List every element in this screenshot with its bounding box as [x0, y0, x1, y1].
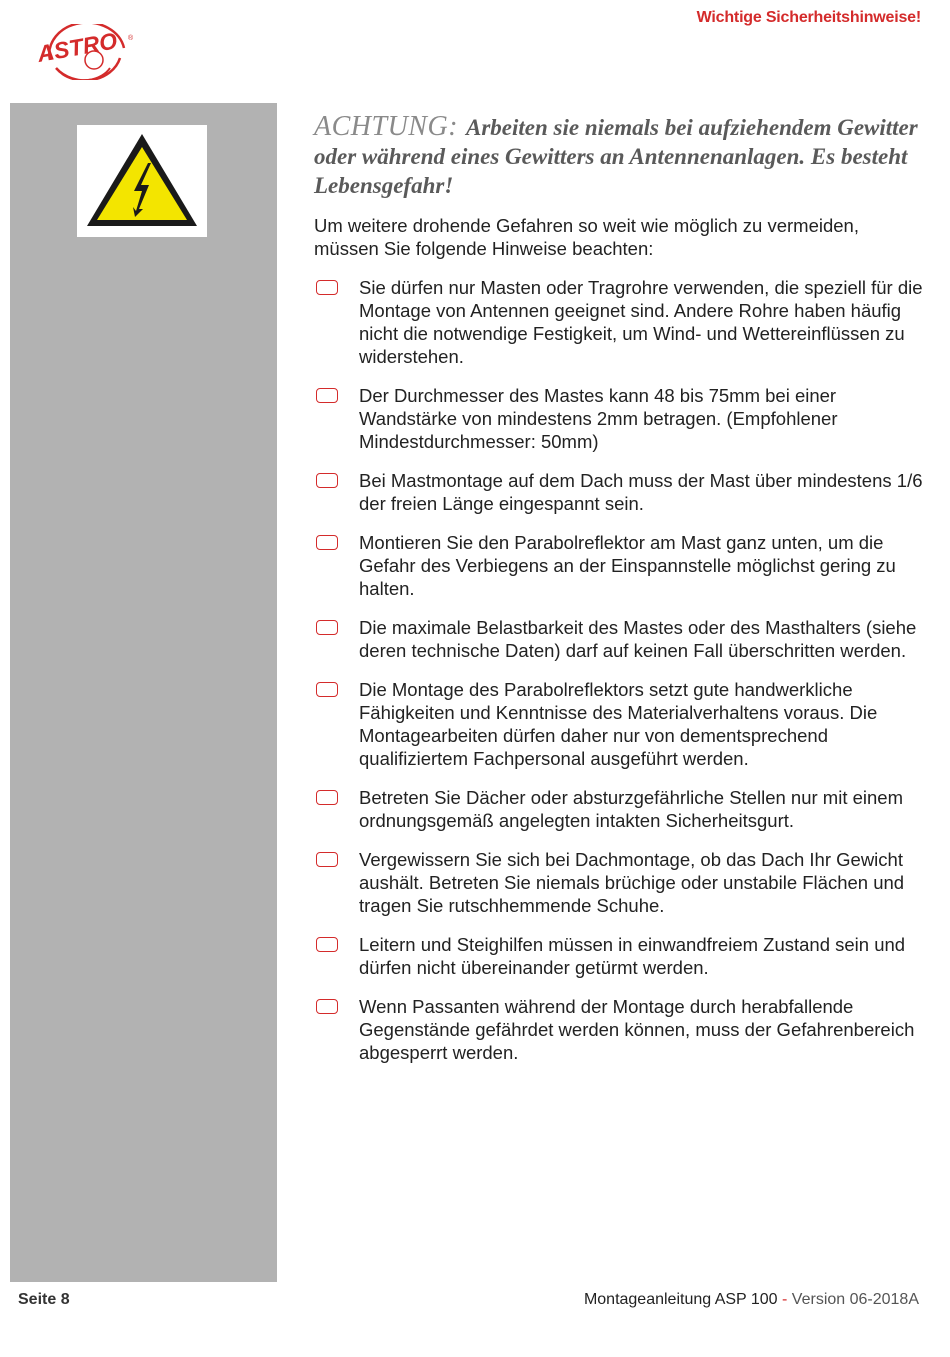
document-version: Version 06-2018A	[791, 1291, 919, 1308]
list-item-text: Montieren Sie den Parabolreflektor am Mast ganz unten, um die Gefahr des Verbiegens an der Einspannstelle möglichst gering zu halten.	[359, 532, 896, 599]
main-content	[314, 112, 924, 1064]
warning-sign	[77, 125, 207, 237]
list-item	[314, 848, 924, 917]
list-item-text: Vergewissern Sie sich bei Dachmontage, ob das Dach Ihr Gewicht aushält. Betreten Sie niemals brüchige oder unstabile Flächen und tragen Sie rutschhemmende Schuhe.	[359, 849, 905, 916]
list-item	[314, 678, 924, 770]
checkbox-icon	[316, 852, 338, 867]
list-item	[314, 933, 924, 979]
page-footer	[0, 1289, 950, 1315]
list-item	[314, 384, 924, 453]
list-item-text: Leitern und Steighilfen müssen in einwandfreiem Zustand sein und dürfen nicht übereinander getürmt werden.	[359, 934, 906, 978]
warning-heading	[314, 112, 924, 200]
list-item-text: Sie dürfen nur Masten oder Tragrohre verwenden, die speziell für die Montage von Antennen geeignet sind. Andere Rohre haben häufig nicht die notwendige Festigkeit, um Wind- und Wettereinflüssen zu widerstehen.	[359, 277, 923, 367]
list-item-text: Der Durchmesser des Mastes kann 48 bis 75mm bei einer Wandstärke von mindestens 2mm betragen. (Empfohlener Mindestdurchmesser: 50mm)	[359, 385, 838, 452]
checkbox-icon	[316, 280, 338, 295]
list-item-text: Betreten Sie Dächer oder absturzgefährliche Stellen nur mit einem ordnungsgemäß angelegten intakten Sicherheitsgurt.	[359, 787, 903, 831]
checkbox-icon	[316, 682, 338, 697]
intro-text: Um weitere drohende Gefahren so weit wie möglich zu vermeiden, müssen Sie folgende Hinweise beachten:	[314, 215, 859, 259]
page-number: Seite 8	[18, 1291, 70, 1308]
checkbox-icon	[316, 620, 338, 635]
checkbox-icon	[316, 473, 338, 488]
list-item	[314, 995, 924, 1064]
document-info	[584, 1291, 919, 1309]
checkbox-icon	[316, 535, 338, 550]
checkbox-icon	[316, 937, 338, 952]
logo-text: ASTRO	[36, 27, 120, 67]
astro-logo-icon	[36, 24, 136, 80]
sidebar-panel	[10, 103, 277, 1282]
list-item	[314, 616, 924, 662]
svg-text:®: ®	[128, 35, 134, 42]
list-item	[314, 276, 924, 368]
warning-text: Arbeiten sie niemals bei aufziehendem Gewitter oder während eines Gewitters an Antennenanlagen. Es besteht Lebensgefahr!	[314, 115, 918, 198]
list-item-text: Die maximale Belastbarkeit des Mastes oder des Masthalters (siehe deren technische Daten) darf auf keinen Fall überschritten werden.	[359, 617, 917, 661]
document-title: Montageanleitung ASP 100	[583, 1291, 778, 1308]
list-item-text: Wenn Passanten während der Montage durch herabfallende Gegenstände gefährdet werden können, muss der Gefahrenbereich abgesperrt werden.	[359, 996, 915, 1063]
list-item	[314, 531, 924, 600]
list-item-text: Die Montage des Parabolreflektors setzt gute handwerkliche Fähigkeiten und Kenntnisse des Materialverhaltens voraus. Die Montagearbeiten dürfen daher nur von dementsprechend qualifiziertem Fachpersonal ausgeführt werden.	[359, 679, 878, 769]
footer-separator: -	[777, 1291, 792, 1308]
checkbox-icon	[316, 999, 338, 1014]
high-voltage-warning-icon	[77, 125, 207, 237]
checkbox-icon	[316, 388, 338, 403]
list-item	[314, 786, 924, 832]
list-item-text: Bei Mastmontage auf dem Dach muss der Mast über mindestens 1/6 der freien Länge eingespannt sein.	[359, 470, 923, 514]
checkbox-icon	[316, 790, 338, 805]
list-item	[314, 469, 924, 515]
warning-label: ACHTUNG:	[314, 111, 459, 142]
astro-logo	[36, 24, 136, 80]
page-header-title: Wichtige Sicherheitshinweise!	[696, 9, 921, 26]
